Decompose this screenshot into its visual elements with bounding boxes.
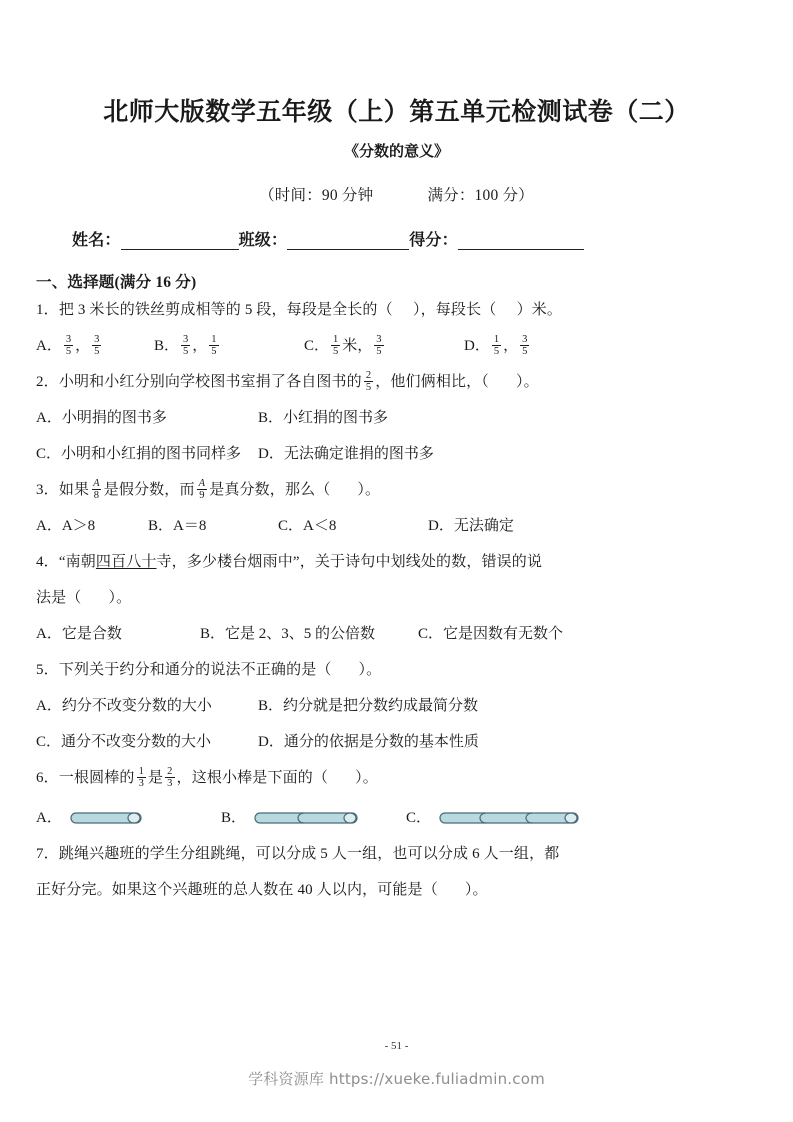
question-6-text-c: ，这根小棒是下面的（ [176, 769, 329, 786]
question-6-text-b: 是 [147, 769, 164, 786]
question-4-underlined-number: 四百八十 [95, 553, 157, 570]
student-identity-row [0, 205, 793, 250]
question-1-blank-2[interactable] [496, 302, 516, 318]
question-1-option-c[interactable] [304, 328, 464, 364]
fraction: $\frac{3}{5}$ [376, 333, 382, 357]
option-label: D． [464, 337, 490, 354]
question-4-stem-line-2 [36, 580, 745, 616]
name-label: 姓名： [72, 231, 121, 249]
question-1-text-c: ）米。 [516, 301, 563, 318]
class-field[interactable] [239, 227, 410, 250]
question-2-text-c: ）。 [515, 373, 539, 390]
question-3-option-d[interactable]: D．无法确定 [428, 517, 514, 534]
question-2-options-row-2 [36, 436, 745, 472]
option-separator: ， [503, 337, 519, 354]
fraction: $\frac{A}{9}$ [198, 477, 206, 501]
question-5-stem [36, 652, 745, 688]
question-2-option-c[interactable]: C．小明和小红捐的图书同样多 [36, 445, 242, 462]
question-1-options [36, 328, 745, 364]
question-6-text-d: ）。 [355, 769, 378, 786]
question-4-option-b[interactable]: B．它是 2、3、5 的公倍数 [200, 625, 376, 642]
question-3-text-a: 如果 [58, 481, 90, 498]
rod-3-segment-icon [439, 810, 579, 826]
question-1-text-a: 把 3 米长的铁丝剪成相等的 5 段，每段是全长的（ [58, 301, 393, 318]
question-4-text-d: ）。 [108, 589, 132, 606]
option-label: B． [154, 337, 180, 354]
question-5 [36, 652, 745, 760]
question-7-number: 7． [36, 845, 59, 862]
question-4-options [36, 616, 745, 652]
question-6-text-a: 一根圆棒的 [58, 769, 135, 786]
question-4-text-b: 寺，多少楼台烟雨中”，关于诗句中划线处的数，错误的说 [156, 553, 543, 570]
question-4-option-c[interactable]: C．它是因数有无数个 [418, 625, 564, 642]
question-6-rod-options [36, 796, 745, 836]
question-4-text-c: 法是（ [36, 589, 82, 606]
option-separator: 米， [342, 337, 373, 354]
question-7-text-b: 正好分完。如果这个兴趣班的总人数在 40 人以内，可能是（ [36, 881, 438, 898]
question-2-option-b[interactable]: B．小红捐的图书多 [258, 409, 389, 426]
question-7-stem-line-2 [36, 872, 745, 908]
question-3-options [36, 508, 745, 544]
question-3-text-b: 是假分数，而 [103, 481, 195, 498]
exam-time: （时间：90 分钟 [259, 186, 374, 204]
question-5-number: 5． [36, 661, 59, 678]
question-4-number: 4． [36, 553, 59, 570]
question-3-option-c[interactable]: C．A＜8 [278, 517, 337, 534]
question-2-text-a: 小明和小红分别向学校图书室捐了各自图书的 [58, 373, 362, 390]
question-2-blank[interactable] [489, 374, 516, 390]
question-6-option-b[interactable] [221, 800, 406, 836]
question-5-text-b: ）。 [358, 661, 382, 678]
question-1 [36, 292, 745, 364]
question-7-blank[interactable] [438, 882, 465, 898]
watermark-text: 学科资源库 https://xueke.fuliadmin.com [248, 1070, 545, 1088]
questions-container [0, 292, 793, 908]
exam-total-score: 满分：100 分） [427, 186, 534, 204]
question-7-stem-line-1 [36, 836, 745, 872]
question-4 [36, 544, 745, 652]
question-2-number: 2． [36, 373, 59, 390]
question-5-option-a[interactable]: A．约分不改变分数的大小 [36, 697, 212, 714]
question-1-option-d[interactable] [464, 328, 531, 364]
option-separator: ， [75, 337, 91, 354]
exam-meta [0, 163, 793, 205]
question-7 [36, 836, 745, 908]
question-6-option-c[interactable] [406, 800, 579, 836]
section-heading-choice: 一、选择题(满分 16 分) [36, 273, 197, 291]
question-4-blank[interactable] [81, 590, 108, 606]
question-7-text-c: ）。 [464, 881, 488, 898]
option-separator: ， [192, 337, 208, 354]
question-5-options-row-2 [36, 724, 745, 760]
name-field[interactable] [72, 227, 239, 250]
option-label: A． [36, 337, 62, 354]
option-label: B． [221, 809, 247, 826]
page-subtitle: 《分数的意义》 [343, 144, 449, 161]
question-3-option-a[interactable]: A．A＞8 [36, 517, 96, 534]
question-5-option-c[interactable]: C．通分不改变分数的大小 [36, 733, 212, 750]
question-1-stem [36, 292, 745, 328]
question-3 [36, 472, 745, 544]
score-label: 得分： [409, 231, 458, 249]
question-2-text-b: ，他们俩相比，（ [375, 373, 489, 390]
question-6-blank[interactable] [328, 770, 355, 786]
class-label: 班级： [238, 231, 288, 249]
question-2-options-row-1 [36, 400, 745, 436]
question-6-number: 6． [36, 769, 59, 786]
question-1-option-a[interactable] [36, 328, 154, 364]
question-7-text-a: 跳绳兴趣班的学生分组跳绳，可以分成 5 人一组，也可以分成 6 人一组，都 [58, 845, 560, 862]
option-label: C． [304, 337, 330, 354]
question-2 [36, 364, 745, 472]
question-6-option-a[interactable] [36, 800, 221, 836]
question-5-option-b[interactable]: B．约分就是把分数约成最简分数 [258, 697, 479, 714]
question-5-options-row-1 [36, 688, 745, 724]
fraction: $\frac{1}{3}$ [138, 765, 144, 789]
fraction: $\frac{3}{5}$ [522, 333, 528, 357]
fraction: $\frac{2}{5}$ [365, 369, 372, 393]
fraction: $\frac{2}{3}$ [167, 765, 173, 789]
option-label: A． [36, 809, 62, 826]
question-1-text-b: ），每段长（ [412, 301, 497, 318]
question-1-number: 1． [36, 301, 59, 318]
name-blank[interactable] [121, 234, 239, 250]
fraction: $\frac{A}{8}$ [93, 477, 100, 501]
question-1-option-b[interactable] [154, 328, 304, 364]
score-field[interactable] [409, 227, 584, 250]
rod-1-segment-icon [70, 810, 142, 826]
question-2-option-a[interactable]: A．小明捐的图书多 [36, 409, 167, 426]
question-3-number: 3． [36, 481, 59, 498]
question-4-stem-line-1 [36, 544, 745, 580]
question-5-option-d[interactable]: D．通分的依据是分数的基本性质 [258, 733, 479, 750]
question-6-stem [36, 760, 745, 796]
fraction: $\frac{1}{5}$ [333, 333, 339, 357]
question-5-text-a: 下列关于约分和通分的说法不正确的是（ [58, 661, 332, 678]
question-1-blank-1[interactable] [393, 302, 413, 318]
question-6 [36, 760, 745, 836]
class-blank[interactable] [287, 234, 409, 250]
page-number: - 51 - [384, 1040, 409, 1052]
fraction: $\frac{3}{5}$ [183, 333, 189, 357]
page-title: 北师大版数学五年级（上）第五单元检测试卷（二） [103, 97, 690, 126]
question-4-option-a[interactable]: A．它是合数 [36, 625, 122, 642]
question-3-text-c: 是真分数，那么（ [209, 481, 331, 498]
option-label: C． [406, 809, 432, 826]
rod-2-segment-icon [254, 810, 358, 826]
fraction: $\frac{1}{5}$ [211, 333, 217, 357]
question-3-blank[interactable] [330, 482, 357, 498]
question-5-blank[interactable] [332, 662, 359, 678]
question-4-text-a: “南朝 [58, 553, 96, 570]
score-blank[interactable] [458, 234, 584, 250]
fraction: $\frac{3}{5}$ [65, 333, 72, 357]
question-3-option-b[interactable]: B．A＝8 [148, 517, 207, 534]
question-2-option-d[interactable]: D．无法确定谁捐的图书多 [258, 445, 434, 462]
question-2-stem [36, 364, 745, 400]
fraction: $\frac{1}{5}$ [493, 333, 500, 357]
question-3-stem [36, 472, 745, 508]
fraction: $\frac{3}{5}$ [94, 333, 100, 357]
question-3-text-d: ）。 [357, 481, 381, 498]
